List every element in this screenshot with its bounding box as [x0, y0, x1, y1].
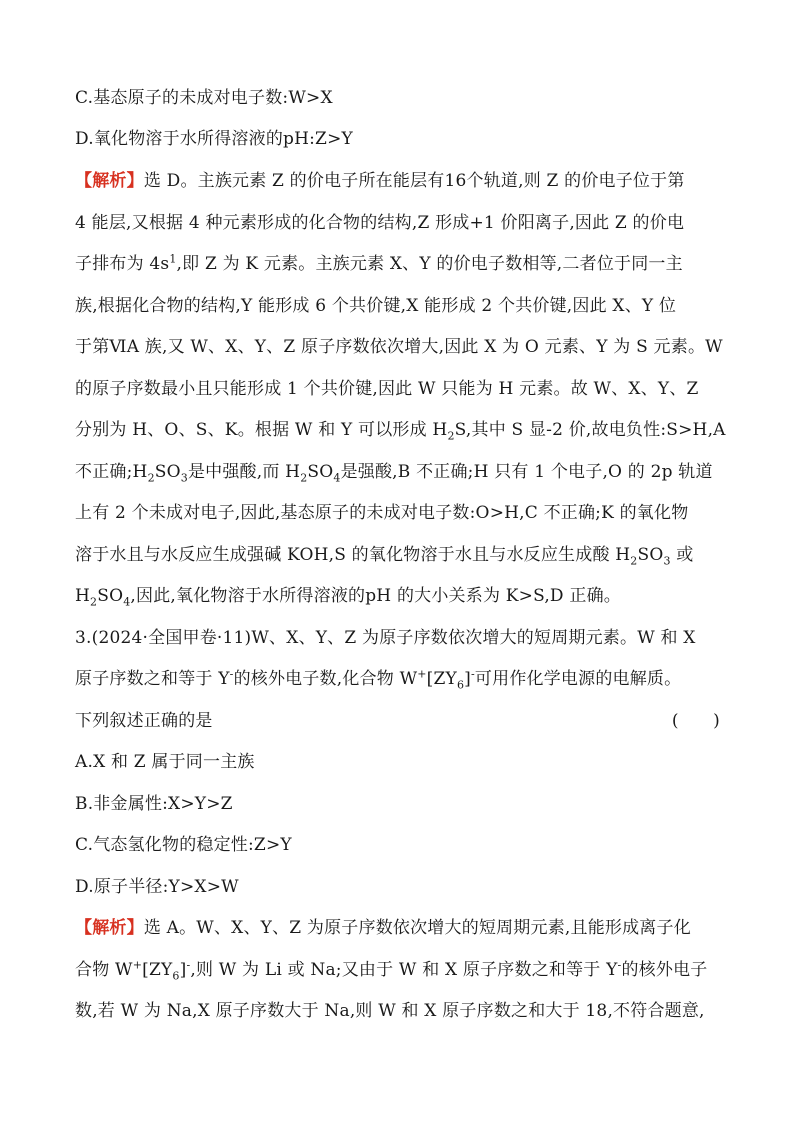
- analysis-line-1: 【解析】选 D。主族元素 Z 的价电子所在能层有16个轨道,则 Z 的价电子位于第: [75, 171, 685, 191]
- option-d: D.原子半径:Y>X>W: [75, 877, 239, 897]
- analysis-2-line-3: 数,若 W 为 Na,X 原子序数大于 Na,则 W 和 X 原子序数之和大于 18,不符合题意,: [75, 1001, 705, 1021]
- answer-parentheses: ( ): [671, 711, 720, 731]
- question-3-line-1: 3.(2024·全国甲卷·11)W、X、Y、Z 为原子序数依次增大的短周期元素。W 和 X: [75, 628, 696, 648]
- analysis-line-10: 溶于水且与水反应生成强碱 KOH,S 的氧化物溶于水且与水反应生成酸 $H_2SO_3$ 或: [75, 545, 694, 568]
- analysis-line-2: 4 能层,又根据 4 种元素形成的化合物的结构,Z 形成+1 价阳离子,因此 Z 的价电: [75, 213, 685, 233]
- analysis-2-line-1: 【解析】选 A。W、X、Y、Z 为原子序数依次增大的短周期元素,且能形成离子化: [75, 918, 691, 938]
- analysis-tag: 【解析】: [75, 171, 144, 191]
- question-3-line-2: 原子序数之和等于 Y-的核外电子数,化合物 $W^+[ZY_6]^-$可用作化学电源的电解质。: [75, 667, 682, 692]
- option-c: C.气态氢化物的稳定性:Z>Y: [75, 835, 292, 855]
- analysis-line-8: 不正确$;H_2SO_3$是中强酸,而 $H_2SO_4$是强酸,B 不正确;H 只有 1 个电子,O 的 2p 轨道: [75, 462, 713, 485]
- question-3-line-3: 下列叙述正确的是 ( ): [75, 711, 720, 731]
- option-c-prev: C.基态原子的未成对电子数:W>X: [75, 88, 333, 108]
- analysis-line-6: 的原子序数最小且只能形成 1 个共价键,因此 W 只能为 H 元素。故 W、X、Y、Z: [75, 379, 699, 399]
- analysis-2-line-2: 合物 $W^+[ZY_6]^-$,则 W 为 Li 或 Na;又由于 W 和 X 原子序数之和等于 Y-的核外电子: [75, 958, 708, 983]
- analysis-tag: 【解析】: [75, 918, 144, 938]
- analysis-line-3: 子排布为 $4s^1$,即 Z 为 K 元素。主族元素 X、Y 的价电子数相等,二者位于同一主: [75, 252, 683, 274]
- option-d-prev: D.氧化物溶于水所得溶液的pH:Z>Y: [75, 129, 353, 149]
- analysis-line-9: 上有 2 个未成对电子,因此,基态原子的未成对电子数:O>H,C 不正确;K 的氧化物: [75, 503, 689, 523]
- analysis-line-4: 族,根据化合物的结构,Y 能形成 6 个共价键,X 能形成 2 个共价键,因此 X、Y 位: [75, 296, 677, 316]
- analysis-line-5: 于第ⅥA 族,又 W、X、Y、Z 原子序数依次增大,因此 X 为 O 元素、Y 为 S 元素。W: [75, 337, 723, 357]
- option-b: B.非金属性:X>Y>Z: [75, 794, 233, 814]
- option-a: A.X 和 Z 属于同一主族: [75, 752, 255, 772]
- analysis-line-11: $H_2SO_4$,因此,氧化物溶于水所得溶液的pH 的大小关系为 K>S,D 正确。: [75, 586, 621, 609]
- analysis-line-7: 分别为 H、O、S、K。根据 W 和 Y 可以形成 $H_2S$,其中 S 显-2 价,故电负性:S>H,A: [75, 420, 726, 443]
